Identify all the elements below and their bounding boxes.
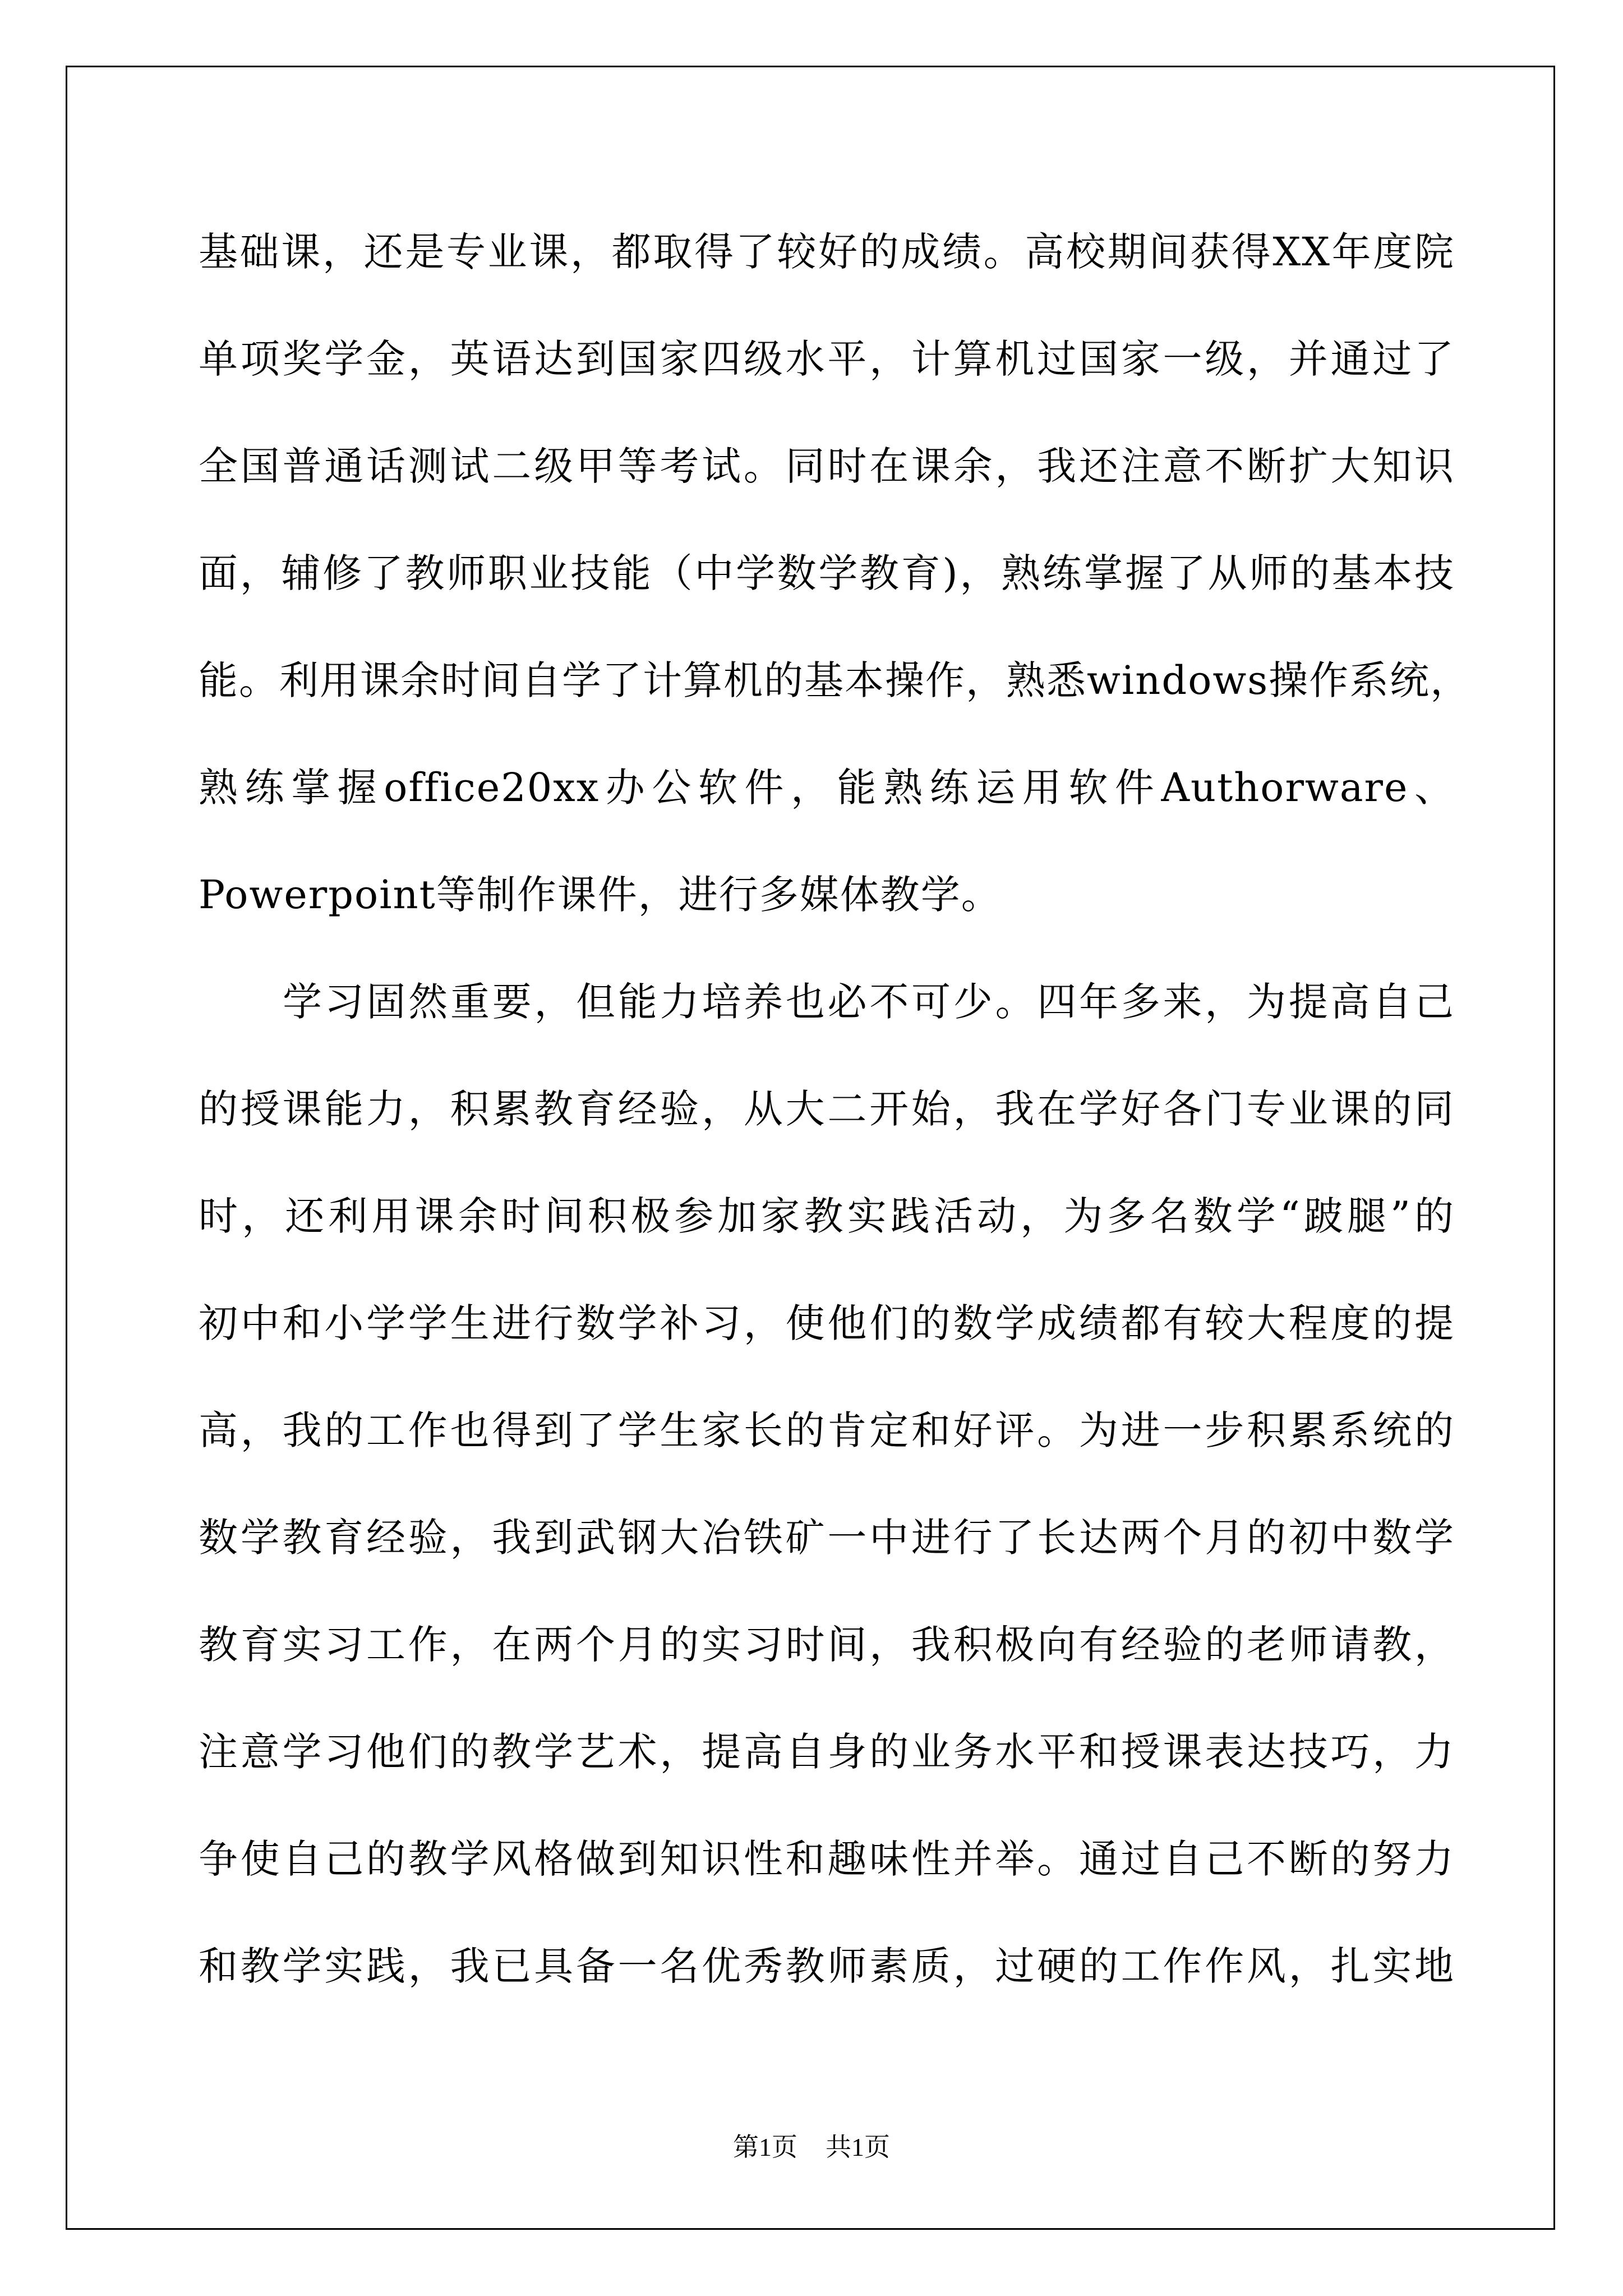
text-line: 和教学实践，我已具备一名优秀教师素质，过硬的工作作风，扎实地 [199,1943,1455,1989]
paragraph-first-line: 学习固然重要，但能力培养也必不可少。四年多来，为提高自己 [283,979,1455,1025]
page-footer [0,2131,1623,2164]
text-line: 高，我的工作也得到了学生家长的肯定和好评。为进一步积累系统的 [199,1407,1455,1453]
document-body [199,219,1471,2040]
text-line: 教育实习工作，在两个月的实习时间，我积极向有经验的老师请教， [199,1622,1455,1668]
text-line: 基础课，还是专业课，都取得了较好的成绩。高校期间获得XX年度院 [199,229,1455,275]
text-line: 熟练掌握office20xx办公软件，能熟练运用软件Authorware、 [199,765,1455,811]
page-number-total: 共1页 [826,2133,890,2161]
text-line: 数学教育经验，我到武钢大冶铁矿一中进行了长达两个月的初中数学 [199,1515,1455,1561]
text-line: 初中和小学学生进行数学补习，使他们的数学成绩都有较大程度的提 [199,1300,1455,1346]
text-line: 全国普通话测试二级甲等考试。同时在课余，我还注意不断扩大知识 [199,443,1455,489]
text-line: Powerpoint等制作课件，进行多媒体教学。 [199,872,1002,918]
text-line: 的授课能力，积累教育经验，从大二开始，我在学好各门专业课的同 [199,1086,1455,1132]
text-line: 面，辅修了教师职业技能（中学数学教育)，熟练掌握了从师的基本技 [199,550,1455,596]
text-line: 争使自己的教学风格做到知识性和趣味性并举。通过自己不断的努力 [199,1836,1455,1882]
text-line: 注意学习他们的教学艺术，提高自身的业务水平和授课表达技巧，力 [199,1729,1455,1775]
text-line: 单项奖学金，英语达到国家四级水平，计算机过国家一级，并通过了 [199,336,1455,382]
page-number-current: 第1页 [733,2133,797,2161]
text-line: 能。利用课余时间自学了计算机的基本操作，熟悉windows操作系统， [199,657,1471,703]
text-line: 时，还利用课余时间积极参加家教实践活动，为多名数学“跛腿”的 [199,1193,1455,1239]
